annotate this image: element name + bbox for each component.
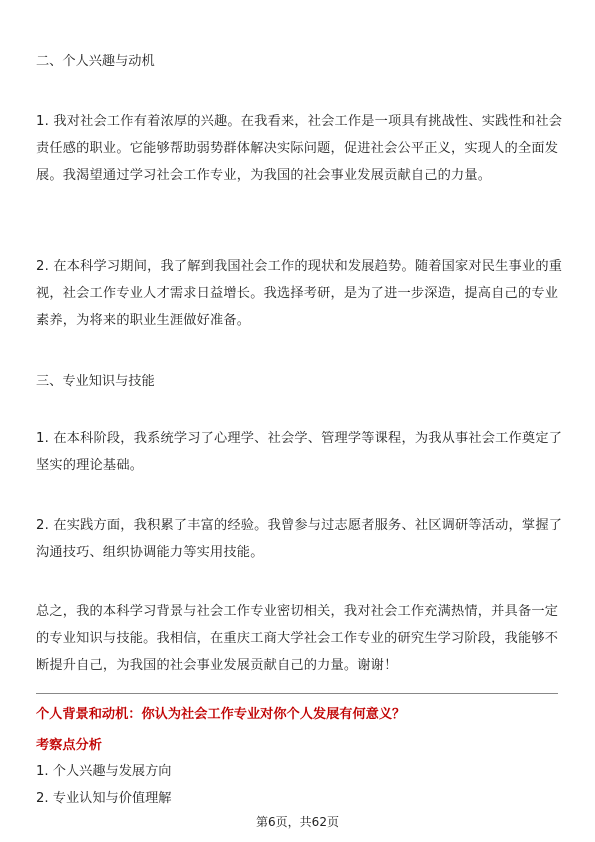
- section-heading-knowledge: 三、专业知识与技能: [36, 374, 155, 389]
- paragraph-conclusion: 总之，我的本科学习背景与社会工作专业密切相关，我对社会工作充满热情，并具备一定的专业知识与技能。我相信，在重庆工商大学社会工作专业的研究生学习阶段，我能够不断提升自己，为我国的社会事业发展贡献自己的力量。谢谢！: [36, 604, 559, 673]
- page-number: 第6页，共62页: [256, 815, 339, 829]
- question-title: 个人背景和动机：你认为社会工作专业对你个人发展有何意义？: [36, 707, 406, 722]
- paragraph-interest-2: 2. 在本科学习期间，我了解到我国社会工作的现状和发展趋势。随着国家对民生事业的重视，社会工作专业人才需求日益增长。我选择考研，是为了进一步深造，提高自己的专业素养，为将来的职业生涯做好准备。: [36, 259, 563, 328]
- section-divider: [36, 693, 558, 694]
- list-item: 2. 专业认知与价值理解: [36, 791, 172, 806]
- paragraph-knowledge-2: 2. 在实践方面，我积累了丰富的经验。我曾参与过志愿者服务、社区调研等活动，掌握了沟通技巧、组织协调能力等实用技能。: [36, 518, 563, 560]
- paragraph-knowledge-1: 1. 在本科阶段，我系统学习了心理学、社会学、管理学等课程，为我从事社会工作奠定了坚实的理论基础。: [36, 431, 563, 473]
- analysis-heading: 考察点分析: [36, 738, 102, 753]
- section-heading-interest: 二、个人兴趣与动机: [36, 54, 155, 69]
- paragraph-interest-1: 1. 我对社会工作有着浓厚的兴趣。在我看来，社会工作是一项具有挑战性、实践性和社会责任感的职业。它能够帮助弱势群体解决实际问题，促进社会公平正义，实现人的全面发展。我渴望通过学习社会工作专业，为我国的社会事业发展贡献自己的力量。: [36, 114, 563, 183]
- list-item: 1. 个人兴趣与发展方向: [36, 764, 172, 779]
